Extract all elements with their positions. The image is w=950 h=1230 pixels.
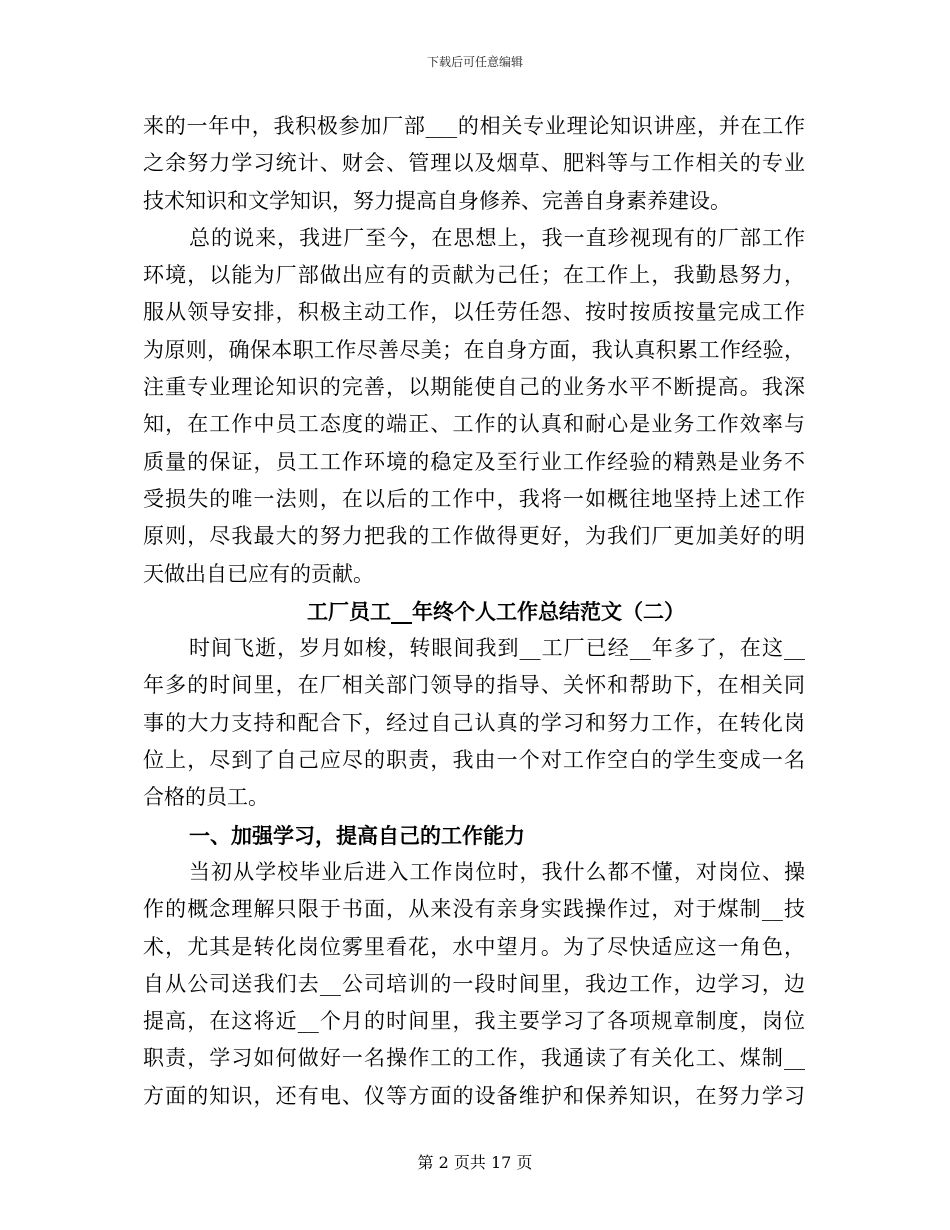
body-line: 环境，以能为厂部做出应有的贡献为己任；在工作上，我勤恳努力，	[143, 263, 805, 288]
paragraph	[143, 108, 805, 220]
section-title: 工厂员工__年终个人工作总结范文（二）	[307, 598, 685, 624]
body-line: 合格的员工。	[143, 785, 269, 810]
body-line: 知，在工作中员工态度的端正、工作的认真和耐心是业务工作效率与	[143, 412, 805, 437]
body-line: 天做出自已应有的贡献。	[143, 561, 374, 586]
body-line: 作的概念理解只限于书面，从来没有亲身实践操作过，对于煤制__技	[143, 897, 805, 922]
body-line: 年多的时间里，在厂相关部门领导的指导、关怀和帮助下，在相关同	[143, 673, 805, 698]
body-line: 原则，尽我最大的努力把我的工作做得更好，为我们厂更加美好的明	[143, 524, 805, 549]
body-line: 质量的保证，员工工作环境的稳定及至行业工作经验的精熟是业务不	[143, 449, 805, 474]
body-line: 之余努力学习统计、财会、管理以及烟草、肥料等与工作相关的专业	[143, 151, 805, 176]
paragraph	[143, 220, 805, 593]
body-line: 受损失的唯一法则，在以后的工作中，我将一如概往地坚持上述工作	[143, 486, 805, 511]
page-header-note: 下载后可任意编辑	[426, 55, 523, 69]
body-line: 为原则，确保本职工作尽善尽美；在自身方面，我认真积累工作经验，	[143, 337, 805, 362]
body-line: 来的一年中，我积极参加厂部___的相关专业理论知识讲座，并在工作	[143, 114, 805, 138]
body-line: 当初从学校毕业后进入工作岗位时，我什么都不懂，对岗位、操	[189, 859, 805, 884]
body-line: 术，尤其是转化岗位雾里看花，水中望月。为了尽快适应这一角色，	[143, 934, 805, 959]
document-body	[143, 108, 805, 1115]
body-line: 时间飞逝，岁月如梭，转眼间我到__工厂已经__年多了，在这__	[189, 636, 805, 661]
body-line: 方面的知识，还有电、仪等方面的设备维护和保养知识，在努力学习	[143, 1083, 805, 1108]
body-line: 提高，在这将近__个月的时间里，我主要学习了各项规章制度，岗位	[143, 1009, 805, 1034]
subheading: 一、加强学习，提高自己的工作能力	[189, 822, 525, 848]
page-footer: 第 2 页共 17 页	[417, 1153, 533, 1172]
body-line: 注重专业理论知识的完善，以期能使自己的业务水平不断提高。我深	[143, 375, 805, 400]
body-line: 技术知识和文学知识，努力提高自身修养、完善自身素养建设。	[143, 188, 731, 213]
body-line: 总的说来，我进厂至今，在思想上，我一直珍视现有的厂部工作	[189, 225, 805, 250]
body-line: 服从领导安排，积极主动工作，以任劳任怨、按时按质按量完成工作	[143, 300, 805, 325]
paragraph	[143, 854, 805, 1115]
body-line: 职责，学习如何做好一名操作工的工作，我通读了有关化工、煤制__	[143, 1046, 805, 1071]
body-line: 事的大力支持和配合下，经过自己认真的学习和努力工作，在转化岗	[143, 710, 805, 735]
body-line: 位上，尽到了自己应尽的职责，我由一个对工作空白的学生变成一名	[143, 748, 805, 773]
body-line: 自从公司送我们去__公司培训的一段时间里，我边工作，边学习，边	[143, 971, 805, 996]
paragraph	[143, 630, 805, 816]
